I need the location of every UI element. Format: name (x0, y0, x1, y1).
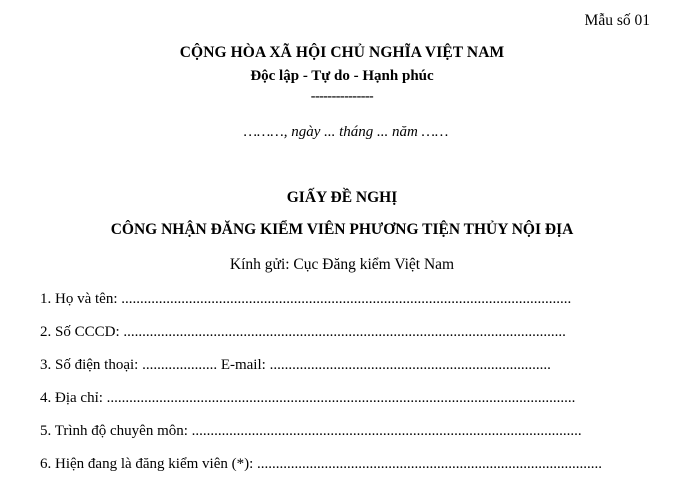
document-title: GIẤY ĐỀ NGHỊ (286, 189, 398, 206)
field-qualification[interactable]: 5. Trình độ chuyên môn: ........................................................................................................ (40, 423, 582, 439)
national-motto-slogan: Độc lập - Tự do - Hạnh phúc (250, 68, 434, 84)
field-current-inspector-status[interactable]: 6. Hiện đang là đăng kiểm viên (*): ............................................................................................ (40, 456, 603, 472)
field-citizen-id[interactable]: 2. Số CCCD: ...................................................................................................................... (40, 324, 566, 340)
motto-divider: --------------- (310, 89, 374, 104)
document-subtitle: CÔNG NHẬN ĐĂNG KIỂM VIÊN PHƯƠNG TIỆN THỦY NỘI ĐỊA (110, 221, 574, 238)
date-line: ………, ngày ... tháng ... năm …… (243, 124, 449, 140)
field-full-name[interactable]: 1. Họ và tên: ........................................................................................................................ (40, 291, 572, 307)
recipient-line: Kính gửi: Cục Đăng kiểm Việt Nam (229, 256, 455, 273)
field-phone-email[interactable]: 3. Số điện thoại: .................... E-mail: ........................................................................... (40, 357, 551, 373)
national-motto-country: CỘNG HÒA XÃ HỘI CHỦ NGHĨA VIỆT NAM (179, 44, 505, 61)
form-number: Mẫu số 01 (584, 12, 650, 29)
field-address[interactable]: 4. Địa chỉ: ............................................................................................................................. (40, 390, 576, 406)
